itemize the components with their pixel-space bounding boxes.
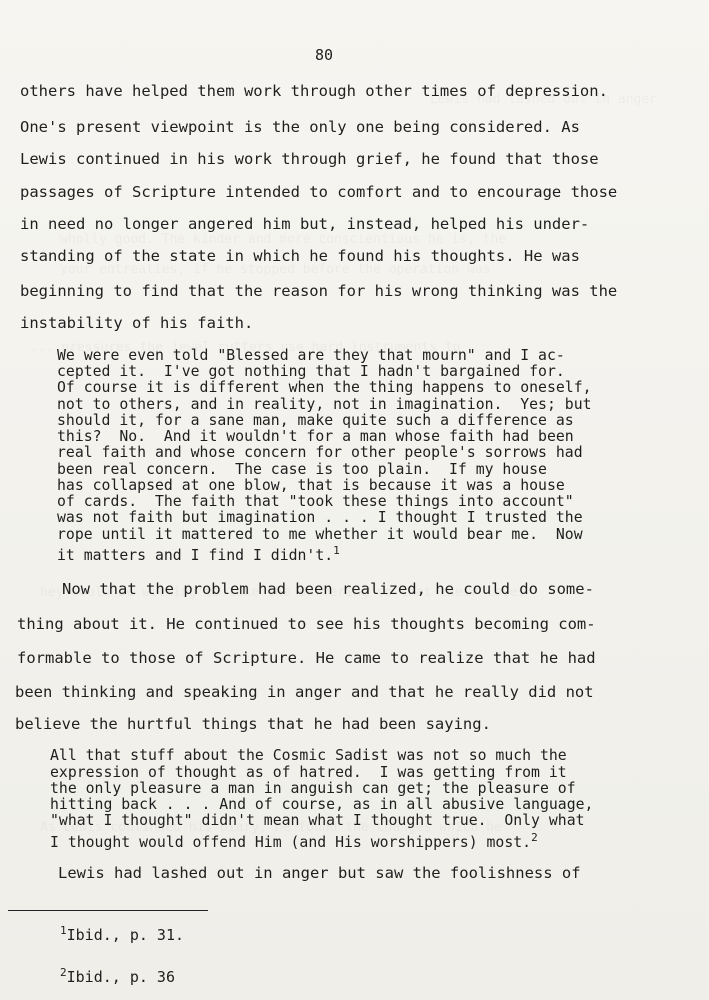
quote-line: has collapsed at one blow, that is because it was a house: [57, 477, 565, 494]
text-line: beginning to find that the reason for his wrong thinking was the: [20, 282, 618, 300]
quote-line: All that stuff about the Cosmic Sadist was not so much the: [50, 747, 567, 764]
quote-line: not to others, and in reality, not in imagination. Yes; but: [57, 396, 592, 413]
quote-line-text: it matters and I find I didn't.: [57, 547, 334, 564]
text-line: been thinking and speaking in anger and that he really did not: [15, 683, 594, 701]
quote-line: [50, 830, 538, 851]
footnote-2: [60, 966, 175, 986]
page-number: 80: [314, 46, 334, 64]
text-line: standing of the state in which he found his thoughts. He was: [20, 247, 580, 265]
text-line: in need no longer angered him but, instead, helped his under-: [20, 215, 590, 233]
quote-line: the only pleasure a man in anguish can get; the pleasure of: [50, 780, 576, 797]
footnote-mark: 2: [60, 966, 67, 979]
footnote-marker: 2: [531, 831, 538, 844]
footnote-text: Ibid., p. 36: [66, 968, 175, 986]
text-line: thing about it. He continued to see his thoughts becoming com-: [17, 615, 596, 633]
footnote-mark: 1: [60, 924, 67, 937]
quote-line: [57, 543, 340, 564]
text-line: Lewis continued in his work through grief, he found that those: [20, 150, 599, 168]
text-line: formable to those of Scripture. He came to realize that he had: [17, 649, 596, 667]
quote-line: hitting back . . . And of course, as in all abusive language,: [50, 796, 594, 813]
quote-line: real faith and whose concern for other people's sorrows had: [57, 444, 583, 461]
footnote-text: Ibid., p. 31.: [66, 926, 185, 944]
text-line: passages of Scripture intended to comfort and to encourage those: [20, 183, 618, 201]
footnote-marker: 1: [333, 544, 340, 557]
quote-line: this? No. And it wouldn't for a man whose faith had been: [57, 428, 574, 445]
text-line: One's present viewpoint is the only one being considered. As: [20, 118, 580, 136]
quote-line: rope until it mattered to me whether it would bear me. Now: [57, 526, 583, 543]
quote-line: Of course it is different when the thing happens to oneself,: [57, 379, 592, 396]
footnote-1: [60, 924, 184, 944]
quote-line: "what I thought" didn't mean what I thought true. Only what: [50, 812, 585, 829]
quote-line: been real concern. The case is too plain. If my house: [57, 461, 547, 478]
quote-line: was not faith but imagination . . . I thought I trusted the: [57, 509, 583, 526]
quote-line: We were even told "Blessed are they that mourn" and I ac-: [57, 347, 565, 364]
quote-line: cepted it. I've got nothing that I hadn't bargained for.: [57, 363, 565, 380]
text-line: others have helped them work through other times of depression.: [20, 82, 608, 100]
quote-line: expression of thought as of hatred. I was getting from it: [50, 764, 567, 781]
text-line: instability of his faith.: [20, 314, 254, 332]
quote-line: of cards. The faith that "took these things into account": [57, 493, 574, 510]
quote-line: should it, for a sane man, make quite such a difference as: [57, 412, 574, 429]
text-line: Lewis had lashed out in anger but saw the foolishness of: [58, 864, 581, 882]
footnote-divider: [8, 910, 208, 911]
text-line: Now that the problem had been realized, he could do some-: [62, 580, 594, 598]
text-line: believe the hurtful things that he had been saying.: [15, 715, 491, 733]
quote-line-text: I thought would offend Him (and His worshippers) most.: [50, 834, 532, 851]
